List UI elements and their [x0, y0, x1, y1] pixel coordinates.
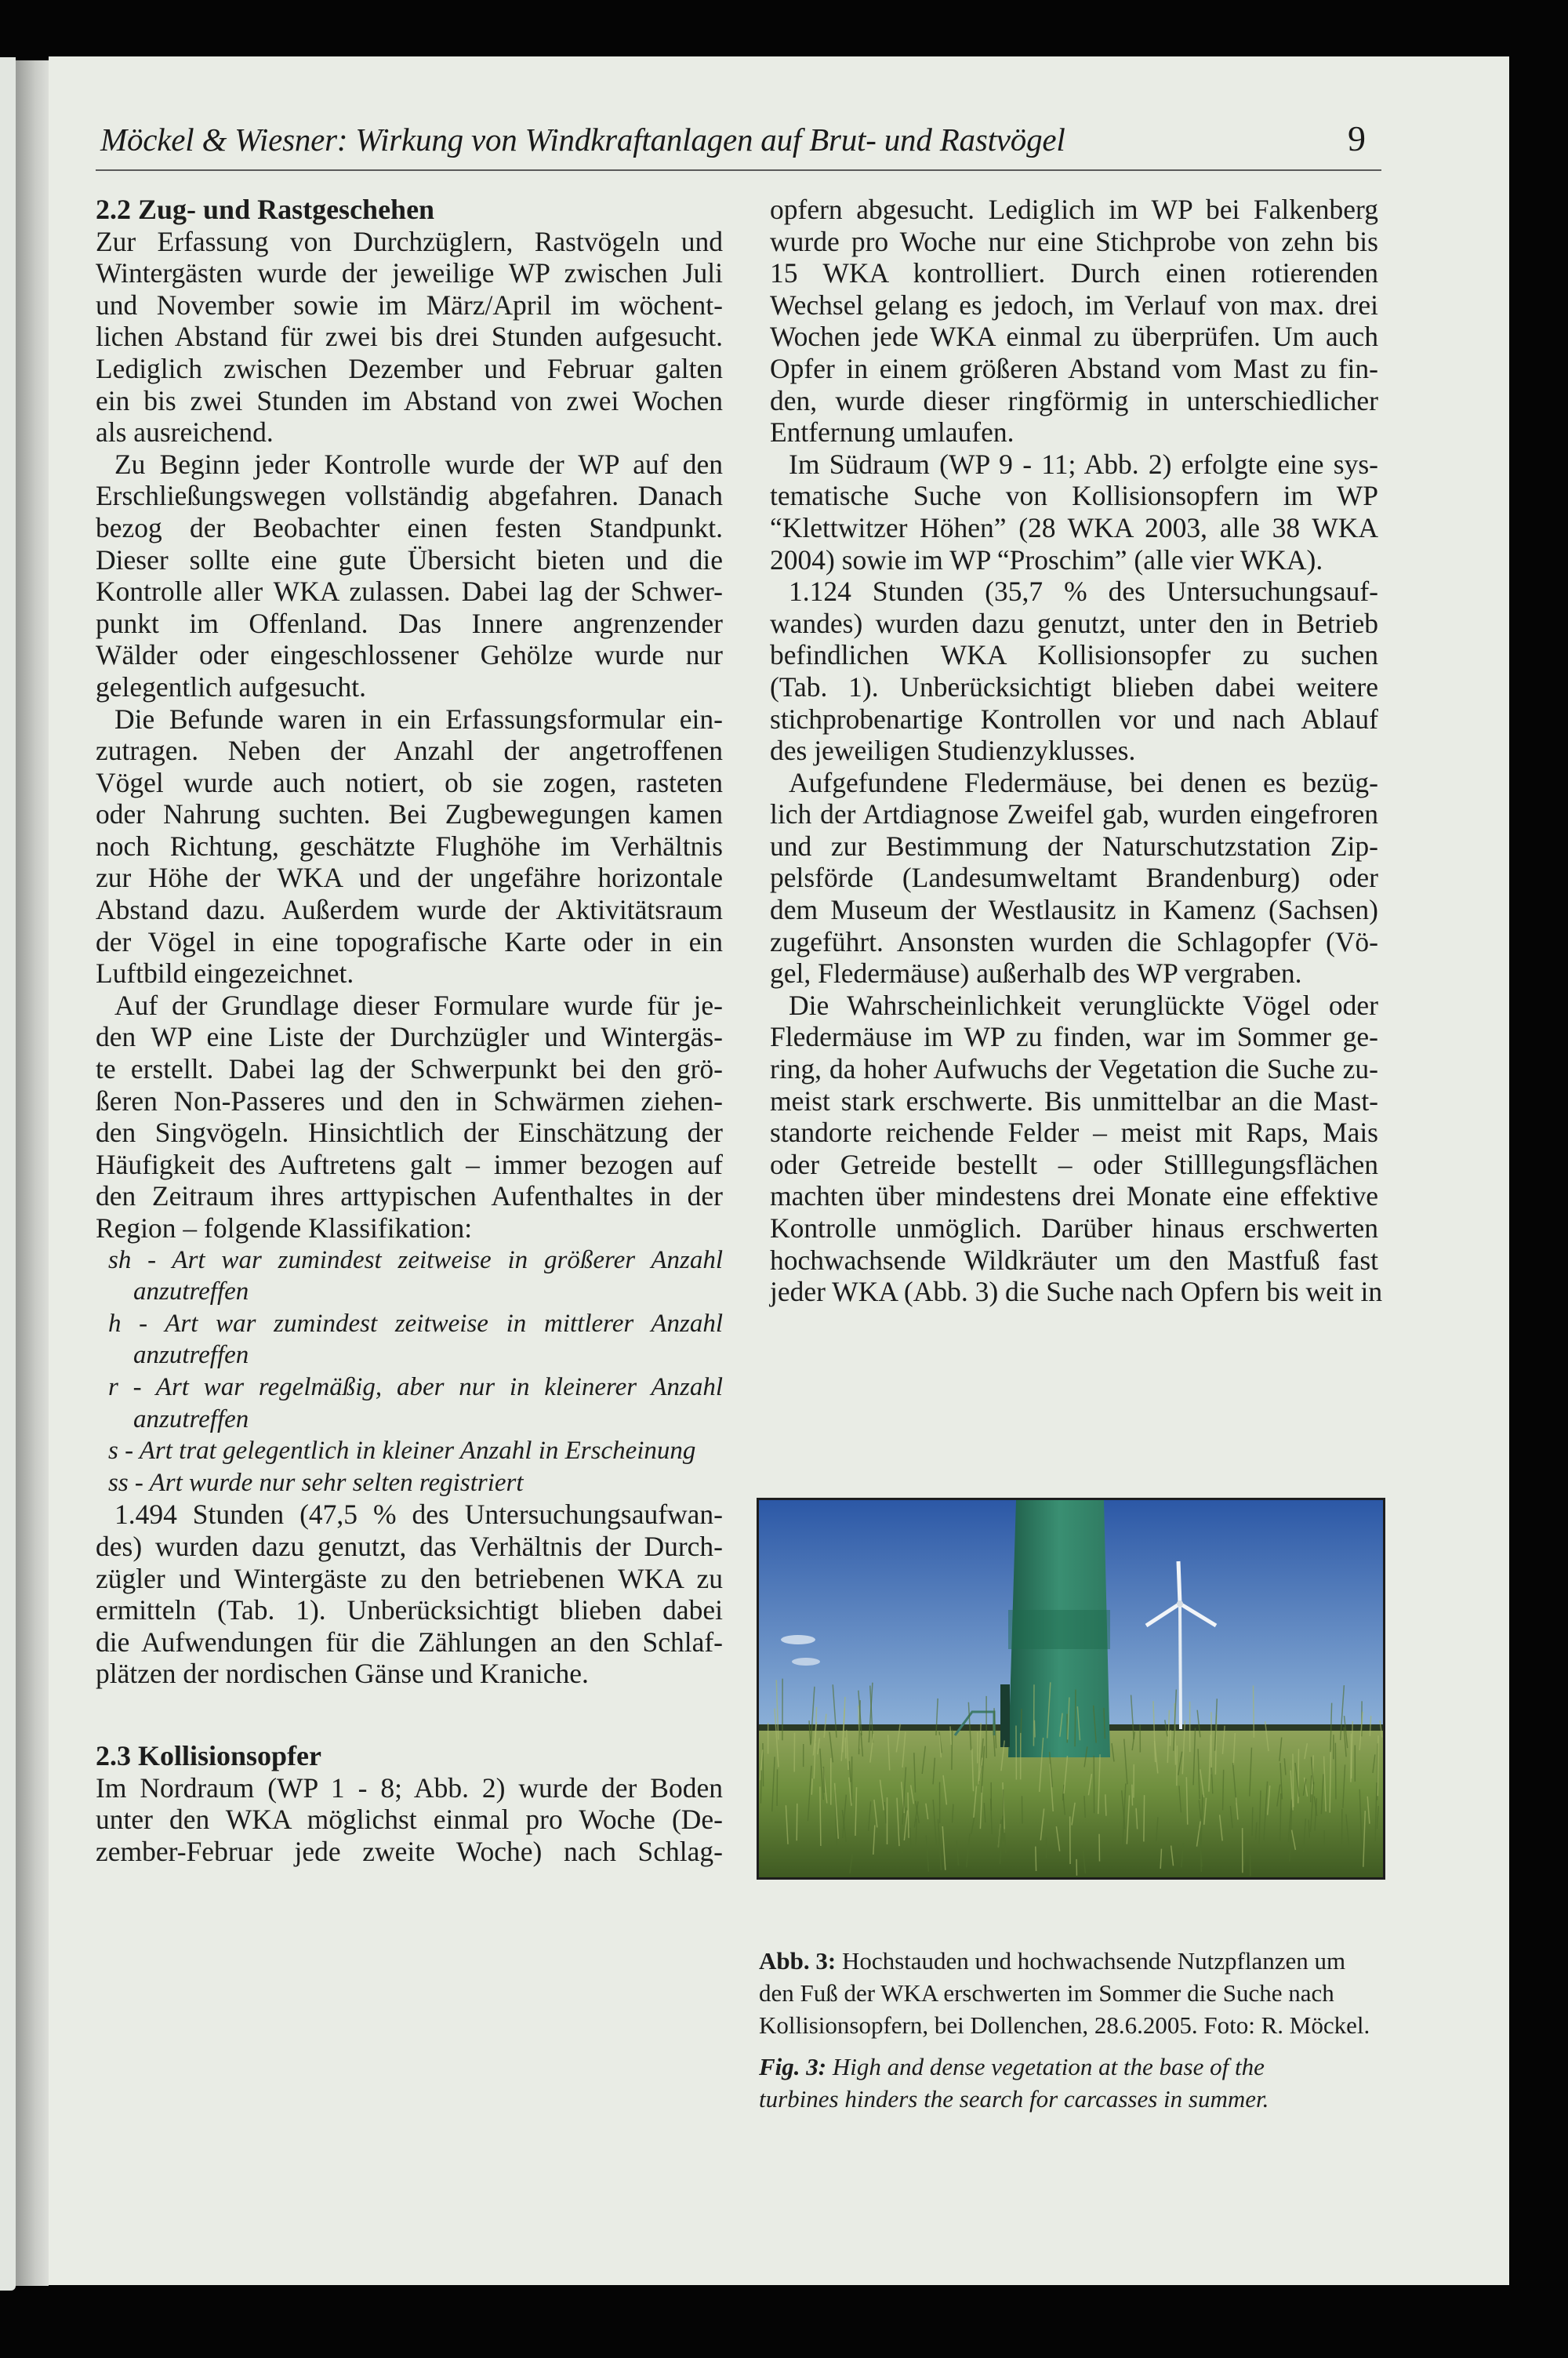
text-line: gelegentlich aufgesucht.	[96, 670, 366, 703]
text-line: Fledermäuse im WP zu finden, war im Sommer ge-	[770, 1021, 1378, 1053]
text-line: opfern abgesucht. Lediglich im WP bei Falkenberg	[770, 194, 1378, 225]
grass-blade	[820, 1787, 821, 1846]
grass-blade	[1144, 1795, 1145, 1841]
text-line: zügler und Wintergäste zu den betriebenen WKA zu	[96, 1562, 723, 1594]
classification-item-h: h - Art war zumindest zeitweise in mittlerer Anzahl	[108, 1309, 723, 1338]
grass-blade	[760, 1771, 761, 1804]
paragraph	[96, 990, 723, 1244]
text-line: Erschließungswegen vollständig abgefahren. Danach	[96, 480, 723, 512]
text-line: gel, Fledermäuse) außerhalb des WP vergraben.	[770, 957, 1302, 990]
paragraph	[96, 1772, 723, 1868]
section-gap	[96, 1690, 723, 1740]
right-column	[770, 194, 1383, 1308]
text-line: (Tab. 1). Unberücksichtigt blieben dabei weitere	[770, 670, 1378, 703]
section-heading-2-3: 2.3 Kollisionsopfer	[96, 1739, 322, 1771]
grass-blade	[1311, 1775, 1312, 1802]
paragraph	[96, 703, 723, 990]
text-line: Vögel wurde auch notiert, ob sie zogen, rasteten	[96, 766, 723, 798]
text-line: te erstellt. Dabei lag der Schwerpunkt bei den grö-	[96, 1053, 723, 1085]
tower-door	[1000, 1684, 1010, 1747]
caption-de-line: den Fuß der WKA erschwerten im Sommer die Suche nach	[759, 1979, 1334, 2007]
paragraph	[96, 449, 723, 703]
paragraph	[770, 194, 1378, 449]
text-line: Region – folgende Klassifikation:	[96, 1212, 473, 1244]
text-line: Entfernung umlaufen.	[770, 416, 1014, 449]
grass-blade	[908, 1793, 909, 1838]
text-line: oder Getreide bestellt – oder Stilllegungsflächen	[770, 1148, 1378, 1180]
text-line: Kontrolle unmöglich. Darüber hinaus erschwerten	[770, 1212, 1378, 1244]
text-line: ring, da hoher Aufwuchs der Vegetation die Suche zu-	[770, 1053, 1378, 1085]
text-line: bezog der Beobachter einen festen Standpunkt.	[96, 511, 723, 543]
classification-list	[96, 1244, 723, 1499]
distant-turbine-tower	[1180, 1604, 1181, 1729]
text-line: als ausreichend.	[96, 416, 274, 449]
grass-blade	[1351, 1734, 1352, 1782]
grass-blade	[845, 1738, 846, 1759]
text-line: “Klettwitzer Höhen” (28 WKA 2003, alle 38 WKA	[770, 511, 1378, 543]
page-number: 9	[1348, 118, 1366, 158]
photo-illustration	[759, 1500, 1383, 1877]
text-line: ßeren Non-Passeres und den in Schwärmen ziehen-	[96, 1085, 723, 1117]
tower-band	[1008, 1610, 1110, 1649]
text-line: Wintergästen wurde der jeweilige WP zwischen Juli	[96, 257, 723, 289]
grass-blade	[1377, 1735, 1378, 1796]
text-line: Häufigkeit des Auftretens galt – immer bezogen auf	[96, 1148, 723, 1180]
caption-en-label: Fig. 3:	[759, 2053, 827, 2080]
text-line: unter den WKA möglichst einmal pro Woche (De-	[96, 1804, 723, 1836]
text-line: den Zeitraum ihres arttypischen Aufenthaltes in der	[96, 1180, 723, 1212]
classification-item-r: r - Art war regelmäßig, aber nur in kleinerer Anzahl	[108, 1372, 723, 1401]
figure-caption	[759, 1945, 1386, 2115]
text-line: zur Höhe der WKA und der ungefähre horizontale	[96, 862, 723, 894]
text-line: Wälder oder eingeschlossener Gehölze wurde nur	[96, 639, 723, 671]
classification-item-sh: sh - Art war zumindest zeitweise in größerer Anzahl	[108, 1245, 723, 1274]
text-line: und zur Bestimmung der Naturschutzstation Zip-	[770, 830, 1378, 862]
text-line: Im Südraum (WP 9 - 11; Abb. 2) erfolgte eine sys-	[789, 448, 1378, 480]
paragraph	[770, 989, 1383, 1308]
turbine-blade	[1178, 1561, 1180, 1604]
grass-blade	[1033, 1684, 1034, 1746]
text-line: lichen Abstand für zwei bis drei Stunden aufgesucht.	[96, 321, 723, 353]
text-line: wandes) wurden dazu genutzt, unter den in Betrieb	[770, 607, 1378, 639]
caption-de-line: Abb. 3: Hochstauden und hochwachsende Nutzpflanzen um	[759, 1947, 1346, 1975]
grass-blade	[952, 1730, 953, 1770]
text-line: dem Museum der Westlausitz in Kamenz (Sachsen)	[770, 894, 1378, 926]
paragraph	[96, 226, 723, 449]
grass-blade	[1280, 1793, 1281, 1841]
text-line: den WP eine Liste der Durchzügler und Wintergäs-	[96, 1021, 723, 1053]
text-line: tematische Suche von Kollisionsopfern im WP	[770, 480, 1378, 512]
text-line: Kontrolle aller WKA zulassen. Dabei lag der Schwer-	[96, 576, 723, 608]
text-line: stichprobenartige Kontrollen vor und nach Ablauf	[770, 703, 1378, 735]
grass-blade	[763, 1743, 764, 1786]
grass-blade	[1034, 1720, 1035, 1738]
text-line: Wochen jede WKA einmal zu überprüfen. Um auch	[770, 321, 1378, 353]
classification-item-h: anzutreffen	[133, 1341, 249, 1370]
text-line: Aufgefundene Fledermäuse, bei denen es bezüg-	[789, 766, 1378, 798]
left-column	[96, 194, 723, 1867]
text-line: machten über mindestens drei Monate eine effektive	[770, 1180, 1378, 1212]
classification-item-r: anzutreffen	[133, 1404, 249, 1433]
grass-blade	[1177, 1746, 1178, 1786]
text-line: Dieser sollte eine gute Übersicht bieten und die	[96, 543, 723, 576]
text-line: oder Nahrung suchten. Bei Zugbewegungen kamen	[96, 798, 723, 830]
text-line: zugeführt. Ansonsten wurden die Schlagopfer (Vö-	[770, 925, 1378, 957]
section-heading-2-2: 2.2 Zug- und Rastgeschehen	[96, 194, 435, 225]
text-line: Wechsel gelang es jedoch, im Verlauf von max. drei	[770, 289, 1378, 321]
classification-item-sh: anzutreffen	[133, 1277, 249, 1306]
text-line: Im Nordraum (WP 1 - 8; Abb. 2) wurde der Boden	[96, 1771, 723, 1804]
turbine-hub	[1177, 1600, 1183, 1607]
paragraph	[96, 1499, 723, 1690]
caption-de-line: Kollisionsopfern, bei Dollenchen, 28.6.2005. Foto: R. Möckel.	[759, 2011, 1370, 2039]
text-line: Auf der Grundlage dieser Formulare wurde für je-	[114, 989, 723, 1021]
text-line: 15 WKA kontrolliert. Durch einen rotierenden	[770, 257, 1378, 289]
text-line: Zur Erfassung von Durchzüglern, Rastvögeln und	[96, 225, 723, 257]
text-line: punkt im Offenland. Das Innere angrenzender	[96, 607, 723, 639]
caption-en-line: Fig. 3: High and dense vegetation at the base of the	[759, 2053, 1265, 2080]
text-line: plätzen der nordischen Gänse und Kraniche.	[96, 1658, 589, 1690]
grass-blade	[1252, 1808, 1253, 1837]
paragraph	[770, 449, 1378, 576]
paragraph	[770, 576, 1378, 767]
caption-en-line: turbines hinders the search for carcasses in summer.	[759, 2085, 1269, 2113]
text-line: Die Befunde waren in ein Erfassungsformular ein-	[114, 703, 723, 735]
gutter-shadow	[16, 60, 49, 2286]
text-line: befindlichen WKA Kollisionsopfer zu suchen	[770, 639, 1378, 671]
grass-blade	[1075, 1689, 1076, 1746]
grass-blade	[1132, 1785, 1133, 1806]
text-line: standorte reichende Felder – meist mit Raps, Mais	[770, 1117, 1378, 1149]
text-line: jeder WKA (Abb. 3) die Suche nach Opfern bis weit in	[770, 1276, 1383, 1308]
text-line: zutragen. Neben der Anzahl der angetroffenen	[96, 735, 723, 767]
figure-photo-wind-turbine	[757, 1498, 1385, 1880]
text-line: meist stark erschwerte. Bis unmittelbar an die Mast-	[770, 1085, 1378, 1117]
text-line: der Vögel in eine topografische Karte oder in ein	[96, 925, 723, 957]
caption-de-label: Abb. 3:	[759, 1947, 837, 1975]
text-line: 1.124 Stunden (35,7 % des Untersuchungsauf-	[789, 576, 1378, 608]
text-line: den Singvögeln. Hinsichtlich der Einschätzung der	[96, 1117, 723, 1149]
cloud	[792, 1658, 820, 1666]
text-line: den, wurde dieser ringförmig in unterschiedlicher	[770, 384, 1378, 416]
text-line: die Aufwendungen für die Zählungen an den Schlaf-	[96, 1626, 723, 1658]
classification-item-ss: ss - Art wurde nur sehr selten registriert	[108, 1468, 524, 1497]
caption-gap	[759, 2041, 1386, 2051]
running-head	[96, 118, 1381, 171]
text-line: Luftbild eingezeichnet.	[96, 957, 354, 990]
text-line: lich der Artdiagnose Zweifel gab, wurden eingefroren	[770, 798, 1378, 830]
text-line: des) wurden dazu genutzt, das Verhältnis der Durch-	[96, 1530, 723, 1562]
grass-blade	[1335, 1743, 1336, 1800]
text-line: hochwachsende Wildkräuter um den Mastfuß fast	[770, 1244, 1378, 1276]
text-line: Die Wahrscheinlichkeit verunglückte Vögel oder	[789, 989, 1378, 1021]
text-line: ermitteln (Tab. 1). Unberücksichtigt blieben dabei	[96, 1594, 723, 1626]
text-line: pelsförde (Landesumweltamt Brandenburg) oder	[770, 862, 1378, 894]
text-line: 1.494 Stunden (47,5 % des Untersuchungsaufwan-	[114, 1499, 723, 1531]
previous-page-edge	[0, 57, 16, 2291]
text-line: noch Richtung, geschätzte Flughöhe im Verhältnis	[96, 830, 723, 862]
running-title: Möckel & Wiesner: Wirkung von Windkraftanlagen auf Brut- und Rastvögel	[100, 122, 1065, 158]
text-line: ein bis zwei Stunden im Abstand von zwei Wochen	[96, 384, 723, 416]
classification-item-s: s - Art trat gelegentlich in kleiner Anzahl in Erscheinung	[108, 1437, 696, 1466]
grass-blade	[1170, 1730, 1171, 1746]
text-line: des jeweiligen Studienzyklusses.	[770, 735, 1136, 767]
text-line: Abstand dazu. Außerdem wurde der Aktivitätsraum	[96, 894, 723, 926]
text-line: Opfer in einem größeren Abstand vom Mast zu fin-	[770, 352, 1378, 384]
text-line: und November sowie im März/April im wöchent-	[96, 289, 723, 321]
text-line: zember-Februar jede zweite Woche) nach Schlag-	[96, 1835, 723, 1867]
grass-blade	[811, 1778, 812, 1795]
paragraph	[770, 767, 1378, 990]
cloud	[781, 1635, 815, 1644]
text-line: 2004) sowie im WP “Proschim” (alle vier WKA).	[770, 543, 1323, 576]
text-line: Zu Beginn jeder Kontrolle wurde der WP auf den	[114, 448, 723, 480]
text-line: wurde pro Woche nur eine Stichprobe von zehn bis	[770, 225, 1378, 257]
text-line: Lediglich zwischen Dezember und Februar galten	[96, 352, 723, 384]
